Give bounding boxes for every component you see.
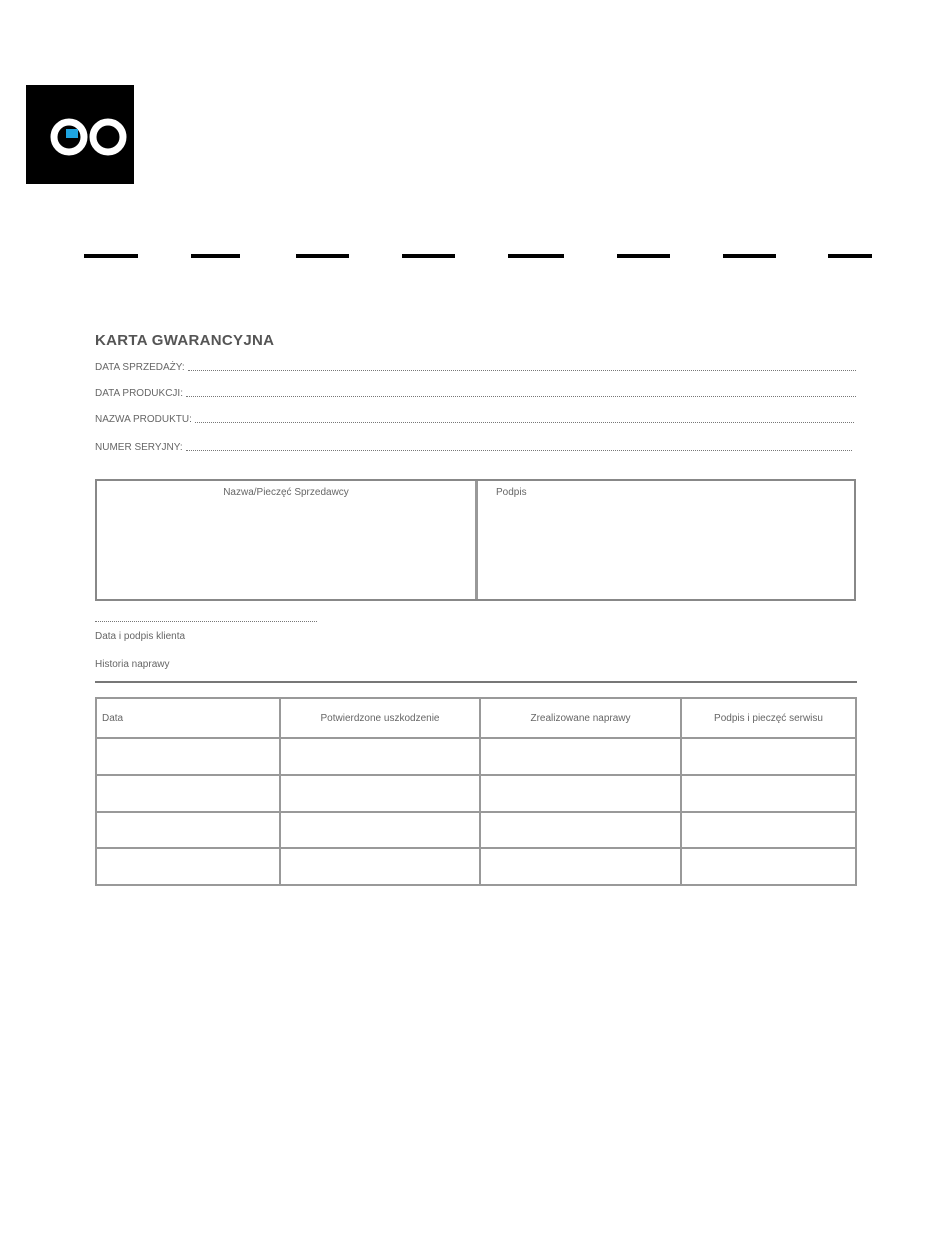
table-cell[interactable] bbox=[96, 738, 280, 775]
product-name-field[interactable] bbox=[95, 414, 854, 425]
field-label: DATA PRODUKCJI: bbox=[95, 388, 183, 399]
brand-logo bbox=[26, 85, 134, 184]
table-cell[interactable] bbox=[480, 812, 681, 849]
column-header-service-signature: Podpis i pieczęć serwisu bbox=[681, 698, 856, 738]
table-row bbox=[96, 775, 856, 812]
table-cell[interactable] bbox=[681, 775, 856, 812]
dash-segment bbox=[191, 254, 240, 258]
dash-segment bbox=[84, 254, 138, 258]
dash-segment bbox=[723, 254, 776, 258]
field-label: NAZWA PRODUKTU: bbox=[95, 414, 192, 425]
column-header-damage: Potwierdzone uszkodzenie bbox=[280, 698, 480, 738]
field-label: DATA SPRZEDAŻY: bbox=[95, 362, 185, 373]
client-signature-label: Data i podpis klienta bbox=[95, 631, 186, 642]
table-cell[interactable] bbox=[681, 738, 856, 775]
signature-area[interactable] bbox=[478, 481, 854, 599]
table-header-row bbox=[96, 698, 856, 738]
table-cell[interactable] bbox=[96, 812, 280, 849]
table-row bbox=[96, 812, 856, 849]
dash-segment bbox=[296, 254, 349, 258]
repair-history-table bbox=[95, 697, 857, 886]
field-line bbox=[195, 421, 854, 423]
serial-number-field[interactable] bbox=[95, 442, 852, 453]
table-cell[interactable] bbox=[480, 848, 681, 885]
history-divider bbox=[95, 681, 857, 683]
table-cell[interactable] bbox=[681, 848, 856, 885]
signature-label: Podpis bbox=[496, 487, 527, 498]
go-logo-icon bbox=[26, 85, 134, 184]
table-cell[interactable] bbox=[96, 775, 280, 812]
field-line bbox=[188, 369, 856, 371]
seller-stamp-label: Nazwa/Pieczęć Sprzedawcy bbox=[223, 487, 349, 498]
table-cell[interactable] bbox=[280, 812, 480, 849]
table-cell[interactable] bbox=[480, 775, 681, 812]
table-row bbox=[96, 738, 856, 775]
field-label: NUMER SERYJNY: bbox=[95, 442, 183, 453]
dash-segment bbox=[402, 254, 455, 258]
page-title: KARTA GWARANCYJNA bbox=[95, 332, 275, 349]
seller-stamp-area[interactable] bbox=[97, 481, 478, 599]
table-cell[interactable] bbox=[480, 738, 681, 775]
client-signature-line[interactable] bbox=[95, 621, 317, 622]
seller-signature-box bbox=[95, 479, 856, 601]
sale-date-field[interactable] bbox=[95, 362, 856, 373]
table-cell[interactable] bbox=[96, 848, 280, 885]
column-header-date: Data bbox=[96, 698, 280, 738]
field-line bbox=[186, 395, 856, 397]
column-header-repairs: Zrealizowane naprawy bbox=[480, 698, 681, 738]
field-line bbox=[186, 449, 852, 451]
production-date-field[interactable] bbox=[95, 388, 856, 399]
table-cell[interactable] bbox=[280, 848, 480, 885]
table-cell[interactable] bbox=[681, 812, 856, 849]
dash-segment bbox=[617, 254, 670, 258]
dash-segment bbox=[508, 254, 564, 258]
repair-history-label: Historia naprawy bbox=[95, 659, 170, 670]
table-cell[interactable] bbox=[280, 775, 480, 812]
table-row bbox=[96, 848, 856, 885]
dash-segment bbox=[828, 254, 872, 258]
table-cell[interactable] bbox=[280, 738, 480, 775]
